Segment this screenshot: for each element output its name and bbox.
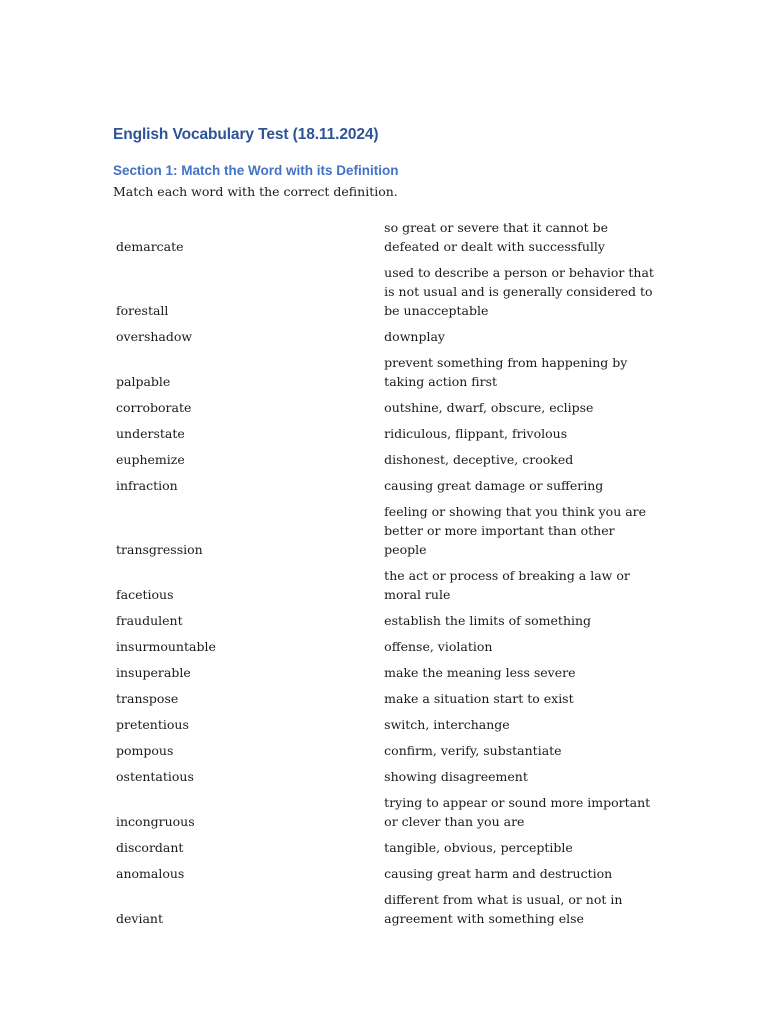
definition-cell: offense, violation	[384, 639, 493, 654]
definition-cell: trying to appear or sound more important or clever than you are	[384, 795, 651, 829]
table-row	[113, 352, 658, 397]
word-cell: pretentious	[116, 717, 189, 732]
definition-cell: ridiculous, flippant, frivolous	[384, 426, 568, 441]
definition-cell: so great or severe that it cannot be defeated or dealt with successfully	[384, 220, 608, 254]
table-row	[113, 326, 658, 352]
section-title: Section 1: Match the Word with its Definition	[113, 163, 399, 178]
word-cell: facetious	[116, 587, 174, 602]
word-cell: pompous	[116, 743, 174, 758]
document-title: English Vocabulary Test (18.11.2024)	[113, 126, 379, 143]
word-cell: demarcate	[116, 239, 184, 254]
definition-cell: dishonest, deceptive, crooked	[384, 452, 574, 467]
table-row	[113, 501, 658, 565]
word-cell: discordant	[116, 840, 184, 855]
table-row	[113, 662, 658, 688]
definition-cell: feeling or showing that you think you are better or more important than other people	[384, 504, 647, 557]
definition-cell: showing disagreement	[384, 769, 528, 784]
definition-cell: confirm, verify, substantiate	[384, 743, 562, 758]
word-cell: incongruous	[116, 814, 195, 829]
table-row	[113, 475, 658, 501]
table-row	[113, 262, 658, 326]
table-row	[113, 863, 658, 889]
table-row	[113, 714, 658, 740]
word-cell: insurmountable	[116, 639, 216, 654]
table-row	[113, 449, 658, 475]
word-definition-table	[113, 217, 658, 934]
word-cell: deviant	[116, 911, 163, 926]
table-row	[113, 740, 658, 766]
word-cell: corroborate	[116, 400, 192, 415]
word-cell: fraudulent	[116, 613, 183, 628]
word-cell: palpable	[116, 374, 171, 389]
definition-cell: switch, interchange	[384, 717, 510, 732]
word-cell: infraction	[116, 478, 178, 493]
table-row	[113, 610, 658, 636]
definition-cell: different from what is usual, or not in agreement with something else	[384, 892, 623, 926]
definition-cell: make the meaning less severe	[384, 665, 576, 680]
table-row	[113, 217, 658, 262]
table-row	[113, 837, 658, 863]
table-row	[113, 397, 658, 423]
table-row	[113, 423, 658, 449]
definition-cell: causing great damage or suffering	[384, 478, 604, 493]
definition-cell: outshine, dwarf, obscure, eclipse	[384, 400, 594, 415]
definition-cell: downplay	[384, 329, 445, 344]
table-row	[113, 565, 658, 610]
table-row	[113, 792, 658, 837]
definition-cell: make a situation start to exist	[384, 691, 574, 706]
word-cell: understate	[116, 426, 185, 441]
word-cell: overshadow	[116, 329, 193, 344]
word-cell: insuperable	[116, 665, 191, 680]
word-cell: transgression	[116, 542, 203, 557]
word-cell: ostentatious	[116, 769, 194, 784]
definition-cell: establish the limits of something	[384, 613, 592, 628]
definition-cell: used to describe a person or behavior that is not usual and is generally considered to be unacceptable	[384, 265, 654, 318]
word-cell: euphemize	[116, 452, 185, 467]
definition-cell: the act or process of breaking a law or moral rule	[384, 568, 630, 602]
table-row	[113, 889, 658, 934]
definition-cell: prevent something from happening by taking action first	[384, 355, 628, 389]
table-row	[113, 766, 658, 792]
definition-cell: causing great harm and destruction	[384, 866, 613, 881]
table-row	[113, 636, 658, 662]
word-cell: forestall	[116, 303, 169, 318]
table-row	[113, 688, 658, 714]
word-cell: transpose	[116, 691, 179, 706]
section-instructions: Match each word with the correct definition.	[113, 184, 398, 199]
document-page	[113, 124, 658, 934]
definition-cell: tangible, obvious, perceptible	[384, 840, 573, 855]
word-cell: anomalous	[116, 866, 185, 881]
